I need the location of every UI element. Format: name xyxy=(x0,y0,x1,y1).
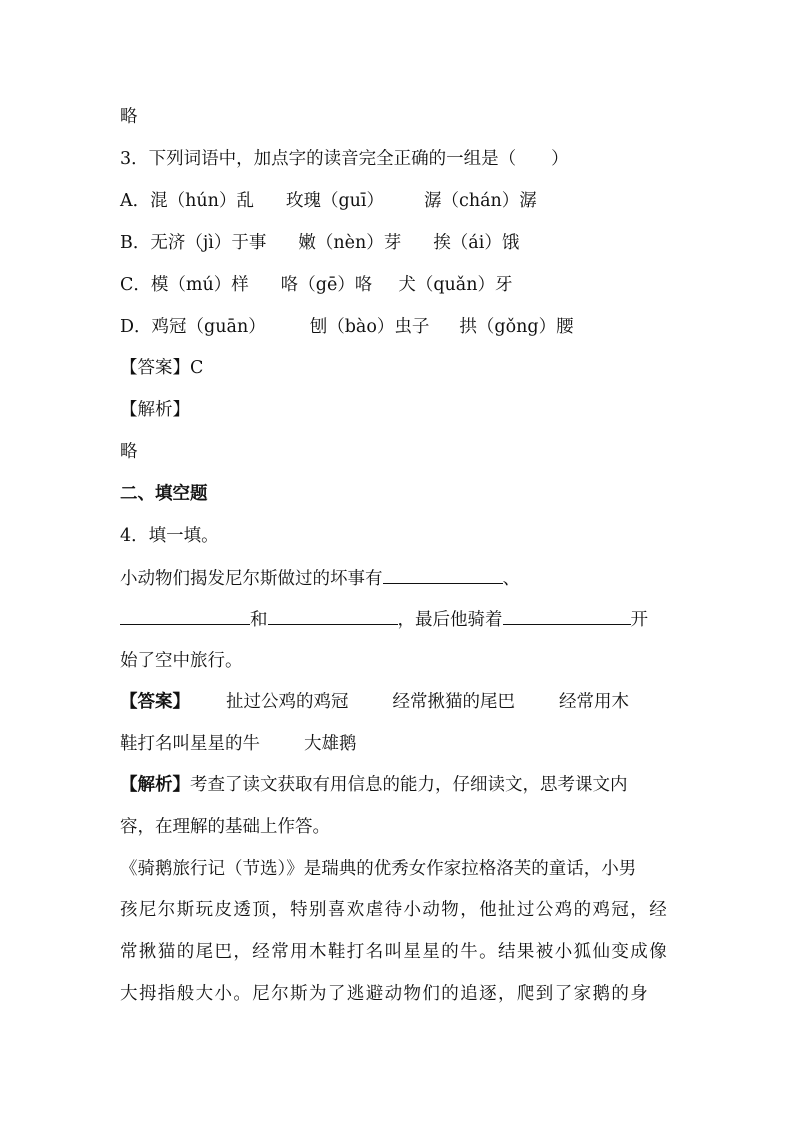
option-item: 玫瑰（guī） xyxy=(285,191,385,211)
q4-answer xyxy=(120,691,629,713)
option-item: 挨（ái）饿 xyxy=(433,233,520,253)
q4-text: ，最后他骑着 xyxy=(397,610,503,630)
analysis-text: 考查了读文获取有用信息的能力，仔细读文，思考课文内 xyxy=(190,775,628,795)
fill-blank xyxy=(383,567,503,584)
answer-item: 经常用木 xyxy=(559,692,629,712)
q4-line-2 xyxy=(120,608,648,631)
option-label: A． xyxy=(120,191,151,211)
section-title: 二、填空题 xyxy=(120,484,208,504)
option-c xyxy=(120,274,513,296)
option-item: 咯（gē）咯 xyxy=(280,275,373,295)
option-item: 刨（bào）虫子 xyxy=(309,317,430,337)
q3-analysis-tag: 【解析】 xyxy=(120,400,190,420)
q4-text: 、 xyxy=(502,569,520,589)
option-item: 模（mú）样 xyxy=(150,275,249,295)
question-3-stem: 3．下列词语中，加点字的读音完全正确的一组是（ ） xyxy=(120,149,569,169)
option-b xyxy=(120,232,519,254)
option-item: 混（hún）乱 xyxy=(150,191,254,211)
question-4-stem: 4．填一填。 xyxy=(120,526,219,546)
answer-item: 大雄鹅 xyxy=(304,734,357,754)
q4-analysis xyxy=(120,774,628,796)
q4-text: 和 xyxy=(250,610,268,630)
paragraph-line: 孩尼尔斯玩皮透顶，特别喜欢虐待小动物，他扯过公鸡的鸡冠，经 xyxy=(120,900,669,920)
option-a xyxy=(120,190,537,212)
q3-answer xyxy=(120,357,203,379)
option-item: 鸡冠（guān） xyxy=(151,317,266,337)
answer-tag: 【答案】 xyxy=(120,358,190,378)
q4-analysis-line-2: 容，在理解的基础上作答。 xyxy=(120,817,330,837)
fill-blank xyxy=(268,608,398,625)
q4-line-1 xyxy=(120,567,520,590)
option-label: C． xyxy=(120,275,151,295)
answer-tag: 【答案】 xyxy=(120,692,190,712)
option-item: 犬（quǎn）牙 xyxy=(398,275,513,295)
option-d xyxy=(120,316,574,338)
q3-analysis: 略 xyxy=(120,442,138,462)
option-item: 嫩（nèn）芽 xyxy=(298,233,402,253)
fill-blank xyxy=(120,608,250,625)
analysis-tag: 【解析】 xyxy=(120,775,190,795)
q4-line-3: 始了空中旅行。 xyxy=(120,651,243,671)
paragraph-line: 常揪猫的尾巴，经常用木鞋打名叫星星的牛。结果被小狐仙变成像 xyxy=(120,942,669,962)
paragraph-line: 大拇指般大小。尼尔斯为了逃避动物们的追逐，爬到了家鹅的身 xyxy=(120,984,650,1004)
answer-item: 扯过公鸡的鸡冠 xyxy=(226,692,349,712)
paragraph-line: 《骑鹅旅行记（节选）》是瑞典的优秀女作家拉格洛芙的童话，小男 xyxy=(120,859,637,879)
fill-blank xyxy=(503,608,631,625)
option-item: 无济（jì）于事 xyxy=(150,233,267,253)
answer-value: C xyxy=(190,358,204,378)
option-label: D． xyxy=(120,317,152,337)
option-item: 拱（gǒng）腰 xyxy=(459,317,574,337)
answer-item: 鞋打名叫星星的牛 xyxy=(120,734,260,754)
option-item: 潺（chán）潺 xyxy=(424,191,537,211)
q4-text: 小动物们揭发尼尔斯做过的坏事有 xyxy=(120,569,383,589)
answer-item: 经常揪猫的尾巴 xyxy=(392,692,515,712)
q4-text: 开 xyxy=(630,610,648,630)
q4-answer-line-2 xyxy=(120,733,357,755)
top-note: 略 xyxy=(120,107,138,127)
option-label: B． xyxy=(120,233,151,253)
